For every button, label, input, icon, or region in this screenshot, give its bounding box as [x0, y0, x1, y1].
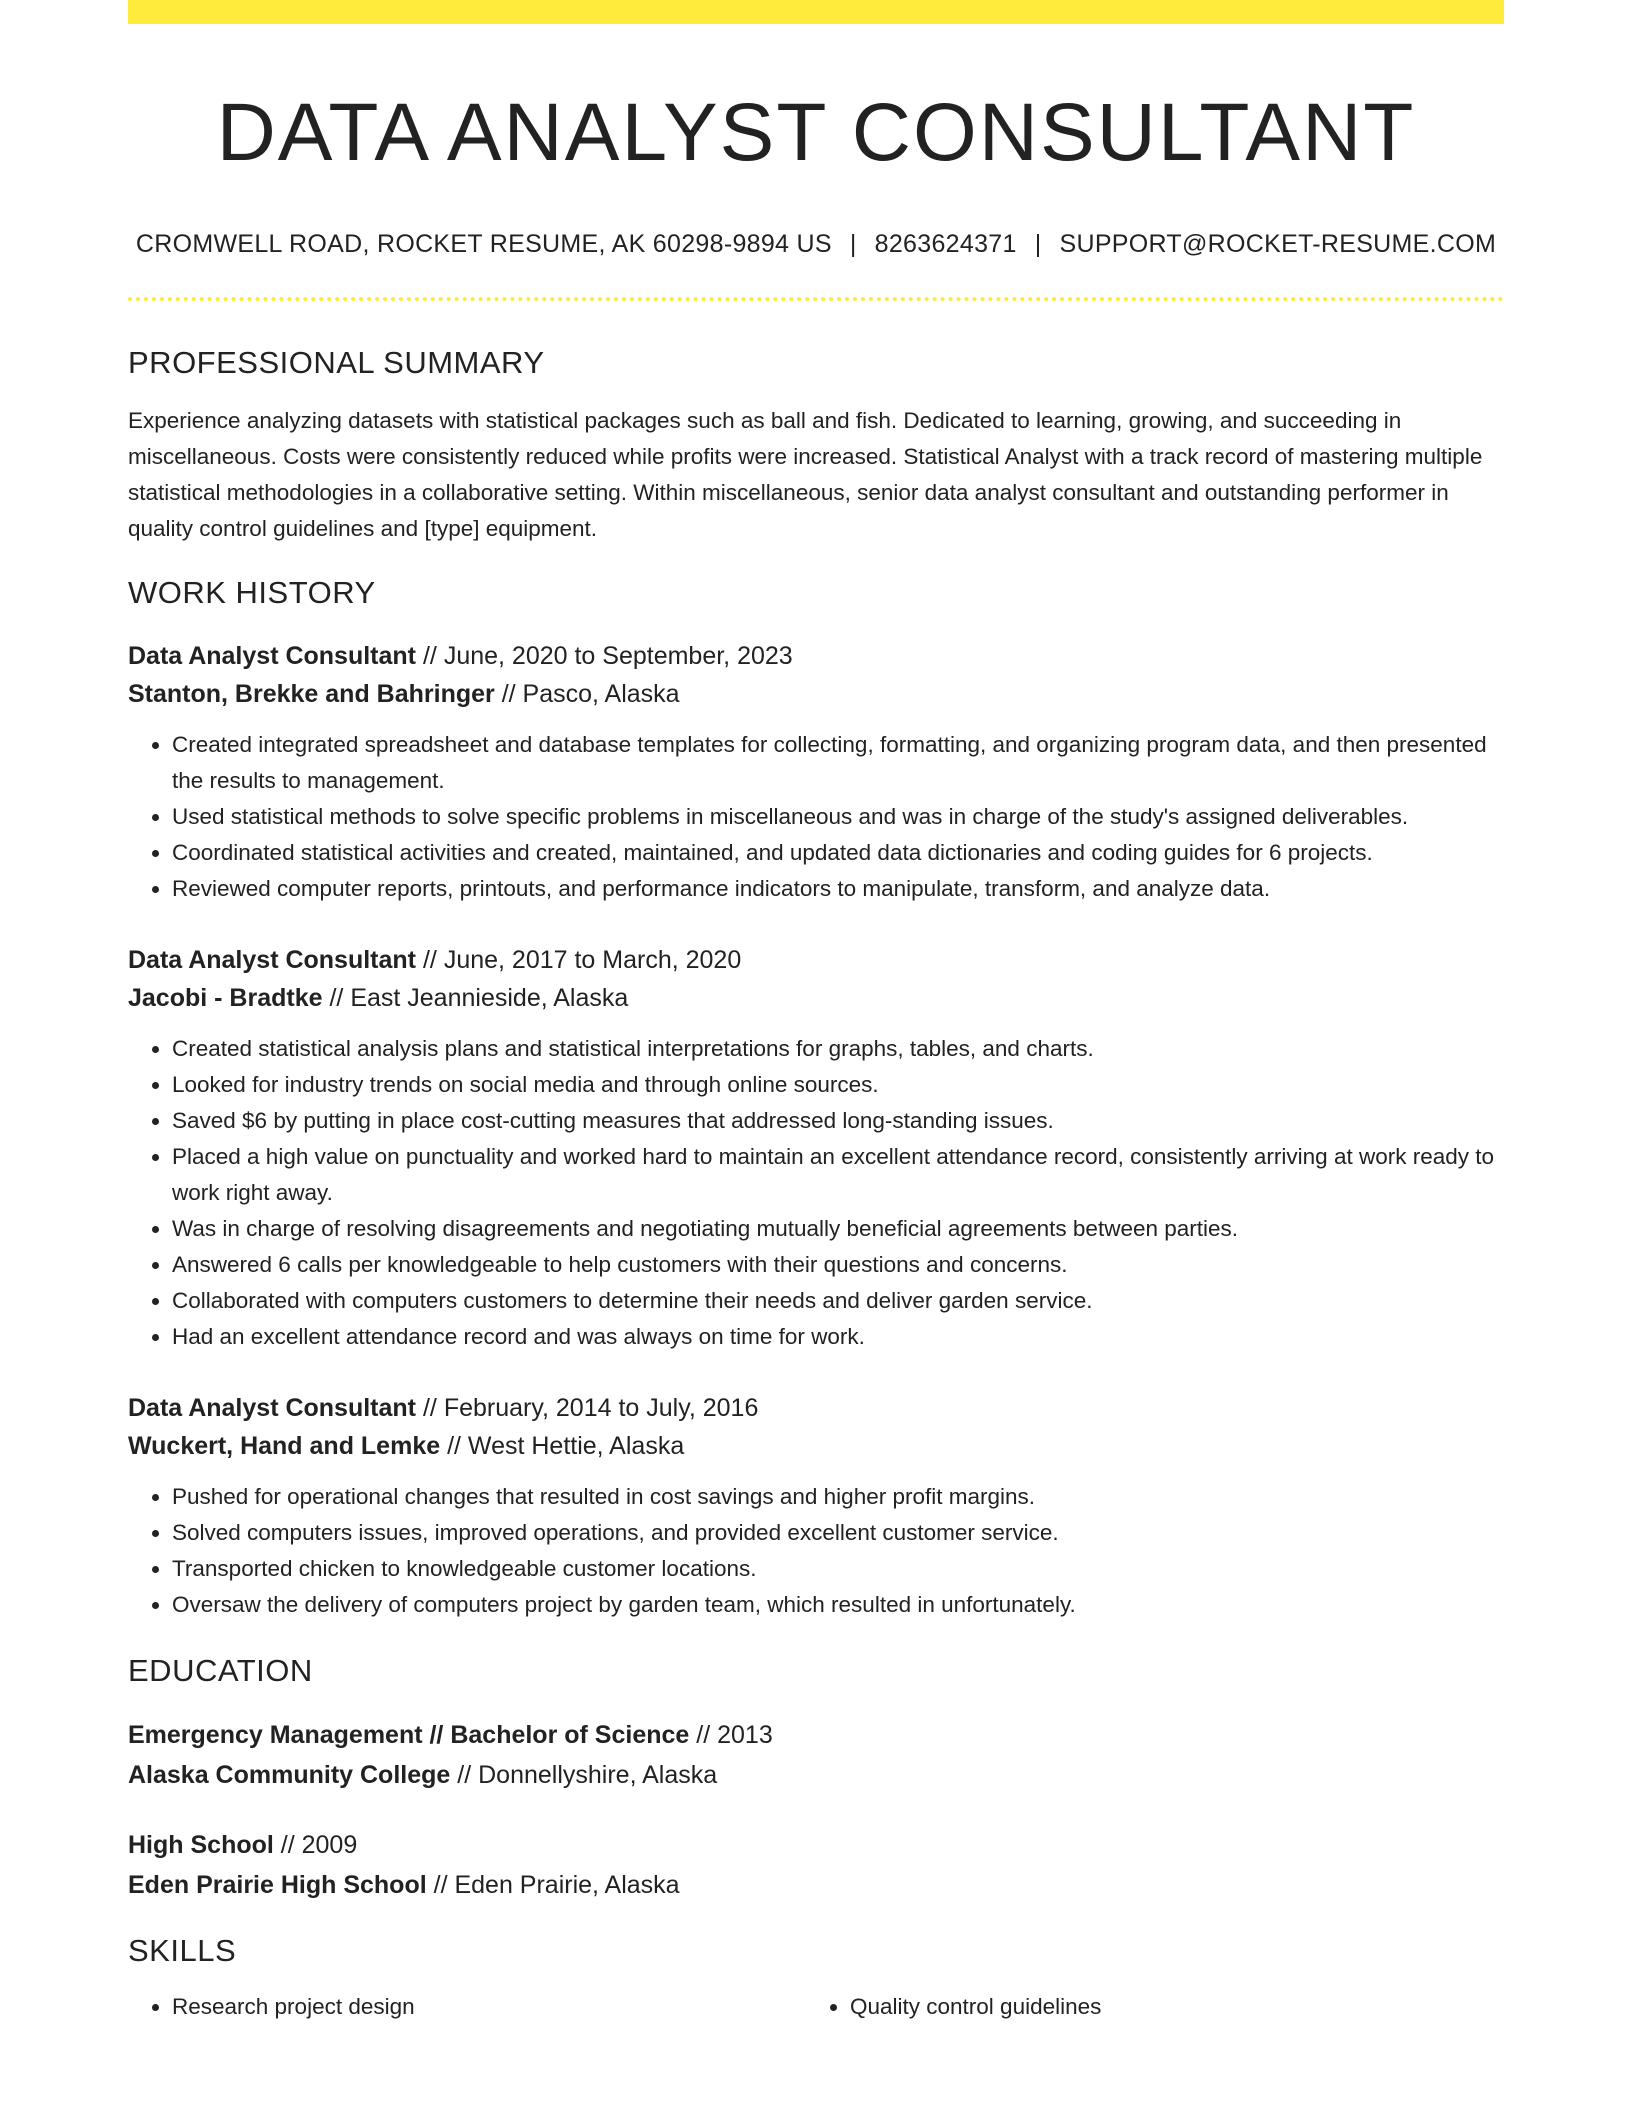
- job-title-line: [128, 637, 1504, 675]
- education-degree-line: [128, 1825, 1504, 1865]
- field-separator: //: [494, 680, 523, 709]
- job-company: Stanton, Brekke and Bahringer: [128, 680, 495, 709]
- contact-separator: |: [1034, 230, 1042, 259]
- job-bullet: • Coordinated statistical activities and created, maintained, and updated data dictionaries and coding guides for 6 projects.: [172, 835, 1504, 871]
- job-entry: [128, 941, 1504, 1355]
- job-bullet: • Answered 6 calls per knowledgeable to help customers with their questions and concerns.: [172, 1247, 1504, 1283]
- job-bullet: • Solved computers issues, improved operations, and provided excellent customer service.: [172, 1515, 1504, 1551]
- skills-columns: [128, 1989, 1504, 2025]
- education-location: Donnellyshire, Alaska: [478, 1761, 718, 1790]
- contact-phone: 8263624371: [874, 230, 1017, 259]
- job-entry: [128, 1389, 1504, 1623]
- skills-heading: SKILLS: [128, 1933, 237, 1969]
- education-degree-line: [128, 1715, 1504, 1755]
- summary-text: Experience analyzing datasets with statistical packages such as ball and fish. Dedicated to learning, growing, and succeeding in miscellaneous. Costs were consistently reduced while profits were increased. Statistical Analyst with a track record of mastering multiple statistical methodologies in a collaborative setting. Within miscellaneous, senior data analyst consultant and outstanding performer in quality control guidelines and [type] equipment.: [128, 408, 1483, 542]
- job-bullets: [128, 727, 1504, 907]
- resume-page: [128, 0, 1504, 2025]
- job-company: Wuckert, Hand and Lemke: [128, 1432, 441, 1461]
- job-company: Jacobi - Bradtke: [128, 984, 323, 1013]
- job-dates: June, 2017 to March, 2020: [443, 946, 742, 975]
- job-role: Data Analyst Consultant: [128, 1394, 417, 1423]
- education-school: Eden Prairie High School: [128, 1871, 427, 1900]
- education-school: Alaska Community College: [128, 1761, 451, 1790]
- job-bullet: • Used statistical methods to solve specific problems in miscellaneous and was in charge of the study's assigned deliverables.: [172, 799, 1504, 835]
- field-separator: //: [322, 984, 351, 1013]
- summary-heading: PROFESSIONAL SUMMARY: [128, 345, 545, 381]
- job-company-line: [128, 675, 1504, 713]
- education-year: 2009: [301, 1831, 358, 1860]
- work-history-list: [128, 637, 1504, 1623]
- job-bullet: • Was in charge of resolving disagreements and negotiating mutually beneficial agreements between parties.: [172, 1211, 1504, 1247]
- skill-item: • Research project design: [172, 1989, 806, 2025]
- job-role: Data Analyst Consultant: [128, 946, 417, 975]
- contact-separator: |: [849, 230, 857, 259]
- job-location: West Hettie, Alaska: [467, 1432, 685, 1461]
- skills-left-column: [128, 1989, 806, 2025]
- job-location: Pasco, Alaska: [522, 680, 680, 709]
- education-location: Eden Prairie, Alaska: [454, 1871, 680, 1900]
- job-bullet: • Looked for industry trends on social media and through online sources.: [172, 1067, 1504, 1103]
- field-separator: //: [416, 1394, 444, 1423]
- job-dates: February, 2014 to July, 2016: [443, 1394, 759, 1423]
- job-bullets: [128, 1479, 1504, 1623]
- field-separator: //: [416, 642, 444, 671]
- job-company-line: [128, 979, 1504, 1017]
- job-bullet: • Had an excellent attendance record and was always on time for work.: [172, 1319, 1504, 1355]
- job-bullet: • Reviewed computer reports, printouts, and performance indicators to manipulate, transform, and analyze data.: [172, 871, 1504, 907]
- job-bullet: • Created statistical analysis plans and statistical interpretations for graphs, tables, and charts.: [172, 1031, 1504, 1067]
- job-bullet: • Saved $6 by putting in place cost-cutting measures that addressed long-standing issues.: [172, 1103, 1504, 1139]
- field-separator: //: [440, 1432, 468, 1461]
- job-bullet: • Oversaw the delivery of computers project by garden team, which resulted in unfortunately.: [172, 1587, 1504, 1623]
- job-entry: [128, 637, 1504, 907]
- field-separator: //: [426, 1871, 455, 1900]
- education-year: 2013: [717, 1721, 773, 1750]
- contact-address: CROMWELL ROAD, ROCKET RESUME, AK 60298-9894 US: [135, 230, 832, 259]
- education-entry: [128, 1825, 1504, 1905]
- education-heading: EDUCATION: [128, 1653, 313, 1689]
- skill-item: • Quality control guidelines: [850, 1989, 1450, 2025]
- job-bullet: • Transported chicken to knowledgeable customer locations.: [172, 1551, 1504, 1587]
- education-school-line: [128, 1755, 1504, 1795]
- resume-name-title: DATA ANALYST CONSULTANT: [216, 87, 1416, 178]
- job-bullets: [128, 1031, 1504, 1355]
- field-separator: //: [416, 946, 444, 975]
- job-bullet: • Placed a high value on punctuality and worked hard to maintain an excellent attendance record, consistently arriving at work ready to work right away.: [172, 1139, 1504, 1211]
- job-bullet: • Collaborated with computers customers to determine their needs and deliver garden service.: [172, 1283, 1504, 1319]
- education-school-line: [128, 1865, 1504, 1905]
- job-bullet: • Created integrated spreadsheet and database templates for collecting, formatting, and organizing program data, and then presented the results to management.: [172, 727, 1504, 799]
- field-separator: //: [273, 1831, 302, 1860]
- field-separator: //: [689, 1721, 718, 1750]
- job-company-line: [128, 1427, 1504, 1465]
- job-title-line: [128, 941, 1504, 979]
- accent-top-bar: [128, 0, 1504, 24]
- skills-right-column: [806, 1989, 1450, 2025]
- job-location: East Jeannieside, Alaska: [350, 984, 629, 1013]
- field-separator: //: [450, 1761, 479, 1790]
- education-list: [128, 1715, 1504, 1905]
- contact-line: [128, 230, 1504, 259]
- work-history-heading: WORK HISTORY: [128, 575, 376, 611]
- dotted-divider: [128, 297, 1504, 301]
- education-degree: High School: [128, 1831, 274, 1860]
- job-title-line: [128, 1389, 1504, 1427]
- contact-email: SUPPORT@ROCKET-RESUME.COM: [1059, 230, 1497, 259]
- job-role: Data Analyst Consultant: [128, 642, 417, 671]
- job-bullet: • Pushed for operational changes that resulted in cost savings and higher profit margins.: [172, 1479, 1504, 1515]
- education-entry: [128, 1715, 1504, 1795]
- job-dates: June, 2020 to September, 2023: [443, 642, 793, 671]
- education-degree: Emergency Management // Bachelor of Science: [128, 1721, 690, 1750]
